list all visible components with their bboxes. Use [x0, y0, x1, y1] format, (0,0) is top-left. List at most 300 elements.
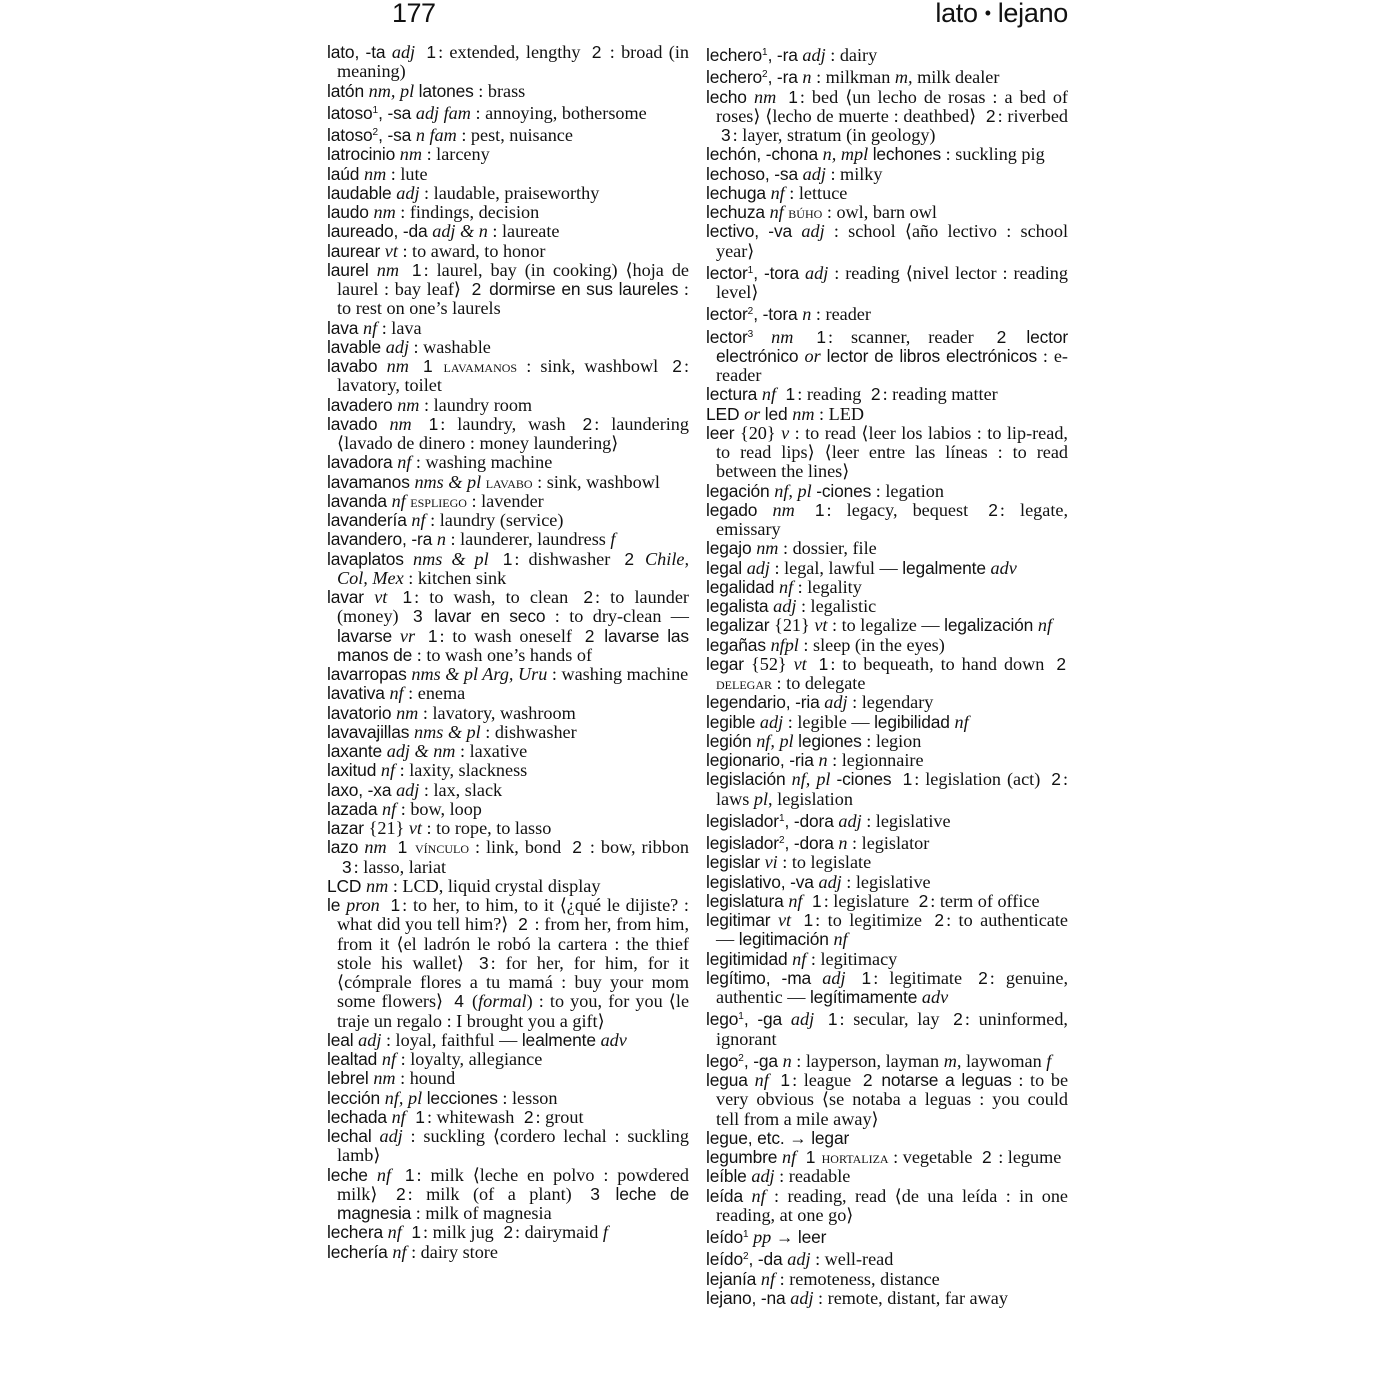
sense-number: 1: [788, 86, 798, 107]
part-of-speech: nm: [373, 1068, 396, 1089]
dictionary-entry: [327, 800, 689, 819]
definition-text: : bow, loop: [396, 798, 482, 819]
sense-number: 1: [402, 587, 413, 607]
dictionary-entry: [327, 165, 689, 184]
headword: , -tora: [753, 262, 806, 283]
dictionary-entry: [327, 896, 689, 1031]
definition-text: : e-reader: [716, 345, 1068, 385]
part-of-speech: nm: [376, 259, 407, 280]
headword: legislación: [706, 769, 792, 790]
definition-text: : bow, ribbon: [583, 837, 690, 858]
headword: lechal: [327, 1126, 380, 1146]
definition-text: : secular, lay: [839, 1009, 949, 1030]
sense-number: 1: [411, 1222, 422, 1243]
part-of-speech: nm, pl: [368, 80, 419, 101]
part-of-speech: nf: [769, 202, 789, 222]
headword: legalizar: [706, 615, 775, 636]
dictionary-entry: [327, 1069, 689, 1088]
definition-text: : suckling ⟨cordero lechal : suckling lamb⟩: [337, 1126, 689, 1166]
definition-text: : legume: [993, 1147, 1062, 1167]
sense-number: 1: [812, 890, 822, 911]
definition-text: : vegetable: [888, 1147, 977, 1167]
definition-text: {21}: [774, 615, 815, 636]
part-of-speech: nf, pl: [384, 1087, 427, 1108]
part-of-speech: nf: [770, 182, 785, 203]
dictionary-entry: [327, 877, 689, 896]
dictionary-entry: [706, 873, 1068, 892]
part-of-speech: adj: [396, 779, 420, 800]
part-of-speech: m,: [943, 1050, 962, 1071]
part-of-speech: nf, pl: [791, 769, 837, 790]
part-of-speech: adj: [801, 221, 825, 242]
headword: legible: [706, 711, 760, 732]
headword: lechón, -chona: [706, 144, 823, 165]
definition-text: : milk of magnesia: [411, 1203, 552, 1223]
part-of-speech: adj: [385, 336, 409, 357]
part-of-speech: adj: [379, 1126, 403, 1146]
part-of-speech: adj & nm: [386, 741, 456, 761]
sense-number: 2: [1051, 769, 1061, 790]
definition-text: : layer, stratum (in geology): [732, 125, 936, 145]
sense-number: 4: [454, 991, 464, 1012]
dictionary-entry: [706, 165, 1068, 184]
homograph-number: 3: [747, 328, 754, 340]
headword: dormirse en sus laureles: [483, 279, 679, 299]
homograph-number: 1: [742, 1229, 749, 1240]
definition-text: : to legitimize: [815, 910, 930, 930]
dictionary-entry: [706, 424, 1068, 482]
dictionary-entry: [327, 101, 689, 123]
dictionary-entry: [327, 819, 689, 838]
part-of-speech: pl: [753, 788, 769, 809]
definition-text: : legislature: [823, 890, 914, 911]
guide-word-first: lato: [935, 0, 978, 28]
definition-text: : findings, decision: [395, 202, 540, 222]
part-of-speech: nm: [397, 394, 420, 415]
definition-text: : legislative: [861, 810, 951, 831]
part-of-speech: vt: [777, 910, 799, 930]
sense-number: 2: [518, 914, 528, 935]
part-of-speech: adj: [805, 262, 829, 283]
part-of-speech: adj: [822, 967, 857, 988]
dictionary-entry: [706, 1247, 1068, 1269]
part-of-speech: nf: [397, 452, 412, 473]
headword: legislar: [706, 852, 765, 873]
headword: -ciones: [816, 480, 872, 501]
dictionary-entry: [706, 1167, 1068, 1186]
headword: LCD: [327, 875, 367, 896]
sense-number: 1: [902, 769, 913, 790]
definition-text: : to her, to him, to it ⟨¿qué le dijiste? : what did you tell him?⟩: [337, 895, 689, 935]
dictionary-entry: [706, 597, 1068, 616]
sense-number: 2: [862, 1070, 873, 1090]
cross-reference: búho: [788, 203, 823, 222]
headword: lato, -ta: [327, 42, 392, 62]
part-of-speech: nm: [772, 499, 810, 520]
page-number: 177: [392, 0, 436, 28]
definition-text: : reading ⟨nivel lector : reading level⟩: [716, 262, 1068, 302]
part-of-speech: n fam: [415, 125, 457, 145]
part-of-speech: f: [602, 1222, 608, 1243]
headword: legionario, -ria: [706, 750, 819, 770]
dictionary-entry: [706, 1225, 1068, 1247]
headword: → leer: [771, 1227, 827, 1247]
sense-number: 3: [478, 952, 489, 973]
part-of-speech: nm: [396, 702, 419, 723]
definition-text: {20}: [739, 422, 782, 443]
headword: lavanda: [327, 490, 392, 511]
definition-text: : kitchen sink: [403, 567, 507, 588]
sense-number: 1: [411, 259, 422, 280]
headword: leal: [327, 1029, 359, 1050]
dictionary-entry: [706, 65, 1068, 87]
dictionary-entry: [706, 1129, 1068, 1148]
headword: legiones: [798, 730, 862, 751]
part-of-speech: or: [744, 403, 765, 424]
definition-text: (: [465, 991, 479, 1012]
dictionary-entry: [327, 453, 689, 472]
headword: lavatorio: [327, 702, 397, 723]
part-of-speech: adj: [802, 45, 826, 65]
cross-reference: vínculo: [409, 838, 469, 858]
part-of-speech: nf: [411, 510, 426, 530]
cross-reference: lavamanos: [434, 357, 518, 376]
dictionary-entry: [327, 665, 689, 684]
sense-number: 1: [415, 1106, 425, 1127]
headword: lavandero, -ra: [327, 529, 437, 550]
part-of-speech: nm: [373, 202, 396, 222]
dictionary-entry: [327, 742, 689, 761]
headword: lealmente: [521, 1029, 601, 1050]
sense-number: 2: [471, 279, 482, 299]
dictionary-entry: [706, 578, 1068, 597]
part-of-speech: nm: [363, 163, 387, 184]
definition-text: : laundry (service): [425, 510, 564, 530]
definition-text: : lasso, lariat: [353, 856, 447, 877]
headword: legue, etc. → legar: [706, 1127, 850, 1148]
headword: le: [327, 895, 347, 915]
sense-number: 2: [672, 356, 682, 376]
part-of-speech: vt: [793, 653, 814, 674]
definition-text: : to award, to honor: [397, 240, 546, 261]
sense-number: 1: [423, 356, 433, 376]
dictionary-entry: [327, 415, 689, 454]
part-of-speech: nm: [753, 86, 784, 107]
headword: , -sa: [378, 102, 416, 123]
part-of-speech: adj: [396, 182, 420, 203]
part-of-speech: nf: [833, 929, 848, 950]
cross-reference: delegar: [716, 674, 772, 693]
definition-text: : milk (of a plant): [407, 1183, 586, 1204]
definition-text: : owl, barn owl: [822, 202, 937, 222]
part-of-speech: nf: [389, 683, 404, 704]
dictionary-entry: [706, 809, 1068, 831]
headword: legalista: [706, 596, 774, 616]
sense-number: 1: [780, 1070, 791, 1090]
part-of-speech: nf: [761, 384, 781, 405]
dictionary-entry: [706, 1049, 1068, 1071]
dictionary-entry: [327, 338, 689, 357]
dictionary-entry: [327, 530, 689, 549]
definition-text: : lax, slack: [419, 779, 503, 800]
definition-text: : league: [792, 1070, 858, 1090]
dictionary-entry: [327, 145, 689, 164]
homograph-number: 2: [778, 835, 785, 846]
dictionary-entry: [706, 693, 1068, 712]
dictionary-entry: [706, 892, 1068, 911]
dictionary-entry: [706, 831, 1068, 853]
part-of-speech: adj: [759, 711, 784, 732]
definition-text: : dairy: [825, 45, 878, 65]
part-of-speech: adj: [838, 810, 862, 831]
part-of-speech: nf: [751, 1185, 766, 1206]
headword: laureado, -da: [327, 221, 433, 242]
headword: lazo: [327, 837, 365, 858]
part-of-speech: nf: [792, 948, 807, 969]
sense-number: 3: [413, 606, 423, 627]
part-of-speech: n: [802, 67, 812, 88]
dictionary-entry: [706, 616, 1068, 635]
definition-text: : legacy, bequest: [826, 499, 984, 520]
definition-text: : enema: [403, 683, 466, 704]
part-of-speech: nfpl: [770, 634, 799, 655]
definition-text: : layperson, layman: [791, 1050, 944, 1071]
part-of-speech: nf: [954, 711, 969, 732]
dictionary-entry: [327, 184, 689, 203]
definition-text: : lesson: [497, 1087, 558, 1108]
headword: legalidad: [706, 576, 779, 597]
sense-number: 2: [996, 326, 1007, 347]
definition-text: : to legislate: [777, 852, 872, 873]
headword: lava: [327, 317, 363, 338]
definition-text: : sink, washbowl: [532, 471, 660, 492]
definition-text: : laudable, praiseworthy: [419, 182, 600, 203]
definition-text: : reading, read ⟨de una leída : in one reading, at one go⟩: [716, 1185, 1068, 1225]
definition-text: : legible —: [783, 711, 875, 732]
definition-text: : legionnaire: [827, 750, 924, 770]
definition-text: : brass: [473, 80, 526, 101]
headword: legado: [706, 499, 773, 520]
dictionary-entry: [327, 1108, 689, 1127]
dictionary-entry: [706, 184, 1068, 203]
part-of-speech: nf: [391, 1106, 411, 1127]
part-of-speech: adj: [751, 1166, 775, 1187]
part-of-speech: nms & pl: [414, 471, 486, 492]
dictionary-entry: [327, 704, 689, 723]
part-of-speech: nf, pl: [774, 480, 817, 501]
headword: -ciones: [836, 769, 898, 790]
definition-text: : milkman: [811, 67, 895, 88]
cross-reference: lavabo: [485, 472, 533, 492]
headword: legislador: [706, 833, 779, 853]
definition-text: : dishwasher: [480, 721, 577, 742]
dictionary-entry: [327, 1127, 689, 1166]
headword: latoso: [327, 102, 373, 123]
dictionary-entry: [327, 43, 689, 82]
dictionary-entry: [327, 357, 689, 396]
part-of-speech: nm: [756, 538, 779, 559]
definition-text: : riverbed: [997, 105, 1068, 126]
headword: lector: [706, 262, 748, 283]
dictionary-entry: [706, 261, 1068, 303]
dictionary-entry: [706, 770, 1068, 809]
headword: lavado: [327, 413, 390, 434]
part-of-speech: vt: [814, 615, 828, 636]
headword: lechuga: [706, 182, 771, 203]
part-of-speech: adj: [790, 1287, 814, 1308]
definition-text: : dairy store: [406, 1241, 498, 1262]
part-of-speech: nms & pl Arg, Uru: [411, 664, 548, 684]
sense-number: 1: [397, 837, 408, 858]
headword: leído: [706, 1227, 743, 1247]
sense-number: 2: [981, 1147, 992, 1167]
definition-text: : laureate: [487, 221, 560, 242]
headword: LED: [706, 403, 745, 424]
part-of-speech: pron: [346, 895, 386, 915]
headword: legítimo, -ma: [706, 967, 823, 988]
part-of-speech: nf: [382, 798, 397, 819]
headword: lavadero: [327, 394, 398, 415]
definition-text: : laundry room: [419, 394, 533, 415]
definition-text: : legality: [793, 576, 862, 597]
part-of-speech: formal: [478, 991, 527, 1012]
headword: legua: [706, 1070, 755, 1090]
sense-number: 2: [1056, 653, 1066, 674]
headword: lavable: [327, 336, 386, 357]
definition-text: : laundry, wash: [440, 413, 578, 434]
definition-text: : pest, nuisance: [456, 125, 573, 145]
homograph-number: 2: [372, 127, 379, 138]
part-of-speech: nf: [760, 1268, 776, 1289]
dictionary-entry: [327, 242, 689, 261]
part-of-speech: adj: [824, 692, 848, 713]
guide-separator: •: [984, 3, 991, 23]
definition-text: : hound: [395, 1068, 456, 1089]
headword: , -tora: [753, 304, 803, 325]
dictionary-entry: [706, 950, 1068, 969]
sense-number: 1: [428, 413, 439, 434]
dictionary-entry: [327, 1089, 689, 1108]
part-of-speech: vr: [399, 625, 423, 646]
dictionary-entry: [706, 302, 1068, 324]
dictionary-column-right: [706, 43, 1068, 1308]
part-of-speech: adj: [773, 596, 797, 616]
definition-text: : milky: [825, 163, 883, 184]
headword: lego: [706, 1009, 739, 1030]
part-of-speech: nf: [754, 1070, 776, 1090]
headword: lavarropas: [327, 664, 412, 684]
headword: lectivo, -va: [706, 221, 802, 242]
definition-text: : to delegate: [772, 673, 866, 693]
dictionary-entry: [706, 43, 1068, 65]
part-of-speech: n: [818, 750, 828, 770]
headword: latoso: [327, 125, 373, 145]
headword: legumbre: [706, 1147, 782, 1167]
dictionary-entry: [327, 838, 689, 877]
definition-text: : to wash oneself: [439, 625, 580, 646]
headword: lector: [706, 304, 748, 325]
dictionary-entry: [706, 1187, 1068, 1226]
headword: lechones: [872, 144, 942, 165]
definition-text: : reading: [797, 384, 866, 405]
headword: lavavajillas: [327, 721, 414, 742]
definition-text: : dishwasher: [514, 548, 620, 569]
dictionary-entry: [327, 492, 689, 511]
part-of-speech: f: [1046, 1050, 1052, 1071]
headword: legibilidad: [874, 711, 955, 732]
definition-text: : larceny: [422, 144, 490, 165]
sense-number: 2: [582, 413, 593, 434]
dictionary-entry: [706, 145, 1068, 164]
definition-text: : from her, from him, from it ⟨el ladrón le robó la cartera : the thief stole his wallet⟩: [337, 914, 689, 973]
definition-text: : term of office: [930, 890, 1040, 911]
dictionary-entry: [327, 550, 689, 589]
headword: leche: [327, 1164, 377, 1185]
part-of-speech: nf: [380, 760, 396, 781]
part-of-speech: nf: [376, 1164, 400, 1185]
definition-text: : to rope, to lasso: [421, 818, 552, 838]
headword: lavadora: [327, 452, 398, 473]
definition-text: : washing machine: [547, 664, 689, 684]
definition-text: : laxity, slackness: [395, 760, 528, 781]
dictionary-entry: [327, 588, 689, 665]
definition-text: : genuine, authentic —: [716, 967, 1068, 1007]
headword: lazar: [327, 818, 369, 838]
part-of-speech: n, mpl: [822, 144, 873, 165]
headword: lección: [327, 1087, 385, 1108]
sense-number: 1: [814, 499, 825, 520]
headword: laxo, -xa: [327, 779, 397, 800]
homograph-number: 2: [762, 69, 768, 81]
sense-number: 3: [721, 125, 731, 145]
part-of-speech: nf, pl: [756, 730, 799, 751]
part-of-speech: nm: [399, 144, 423, 165]
definition-text: : dossier, file: [778, 538, 877, 559]
definition-text: : lute: [386, 163, 428, 184]
dictionary-entry: [706, 482, 1068, 501]
part-of-speech: adj: [391, 42, 422, 62]
headword: lavarse: [337, 625, 400, 646]
definition-text: : loyal, faithful —: [381, 1029, 522, 1050]
definition-text: : lettuce: [784, 182, 848, 203]
headword: legislador: [706, 810, 779, 831]
part-of-speech: pp: [748, 1227, 772, 1247]
guide-words: [935, 0, 1068, 29]
headword: lavar en seco: [424, 606, 546, 627]
sense-number: 2: [591, 42, 602, 62]
headword: lebrel: [327, 1068, 374, 1089]
definition-text: : lava: [377, 317, 422, 338]
headword: lector: [706, 326, 748, 347]
definition-text: : to wash one’s hands of: [412, 644, 593, 665]
sense-number: 1: [803, 910, 814, 930]
definition-text: : to launder (money): [337, 587, 689, 627]
dictionary-entry: [327, 123, 689, 145]
headword: , -da: [748, 1249, 788, 1270]
definition-text: : to be very obvious ⟨se notaba a leguas : you could tell from a mile away⟩: [716, 1070, 1069, 1129]
sense-number: 1: [805, 1147, 816, 1167]
sense-number: 2: [870, 384, 881, 405]
headword: legitimar: [706, 910, 778, 930]
dictionary-entry: [706, 655, 1068, 694]
part-of-speech: nf: [391, 490, 411, 511]
part-of-speech: adj: [746, 557, 770, 578]
definition-text: : extended, lengthy: [438, 42, 587, 62]
dictionary-entry: [706, 1289, 1068, 1308]
headword: , -dora: [784, 810, 839, 831]
headword: notarse a leguas: [874, 1070, 1012, 1090]
part-of-speech: m,: [894, 67, 913, 88]
